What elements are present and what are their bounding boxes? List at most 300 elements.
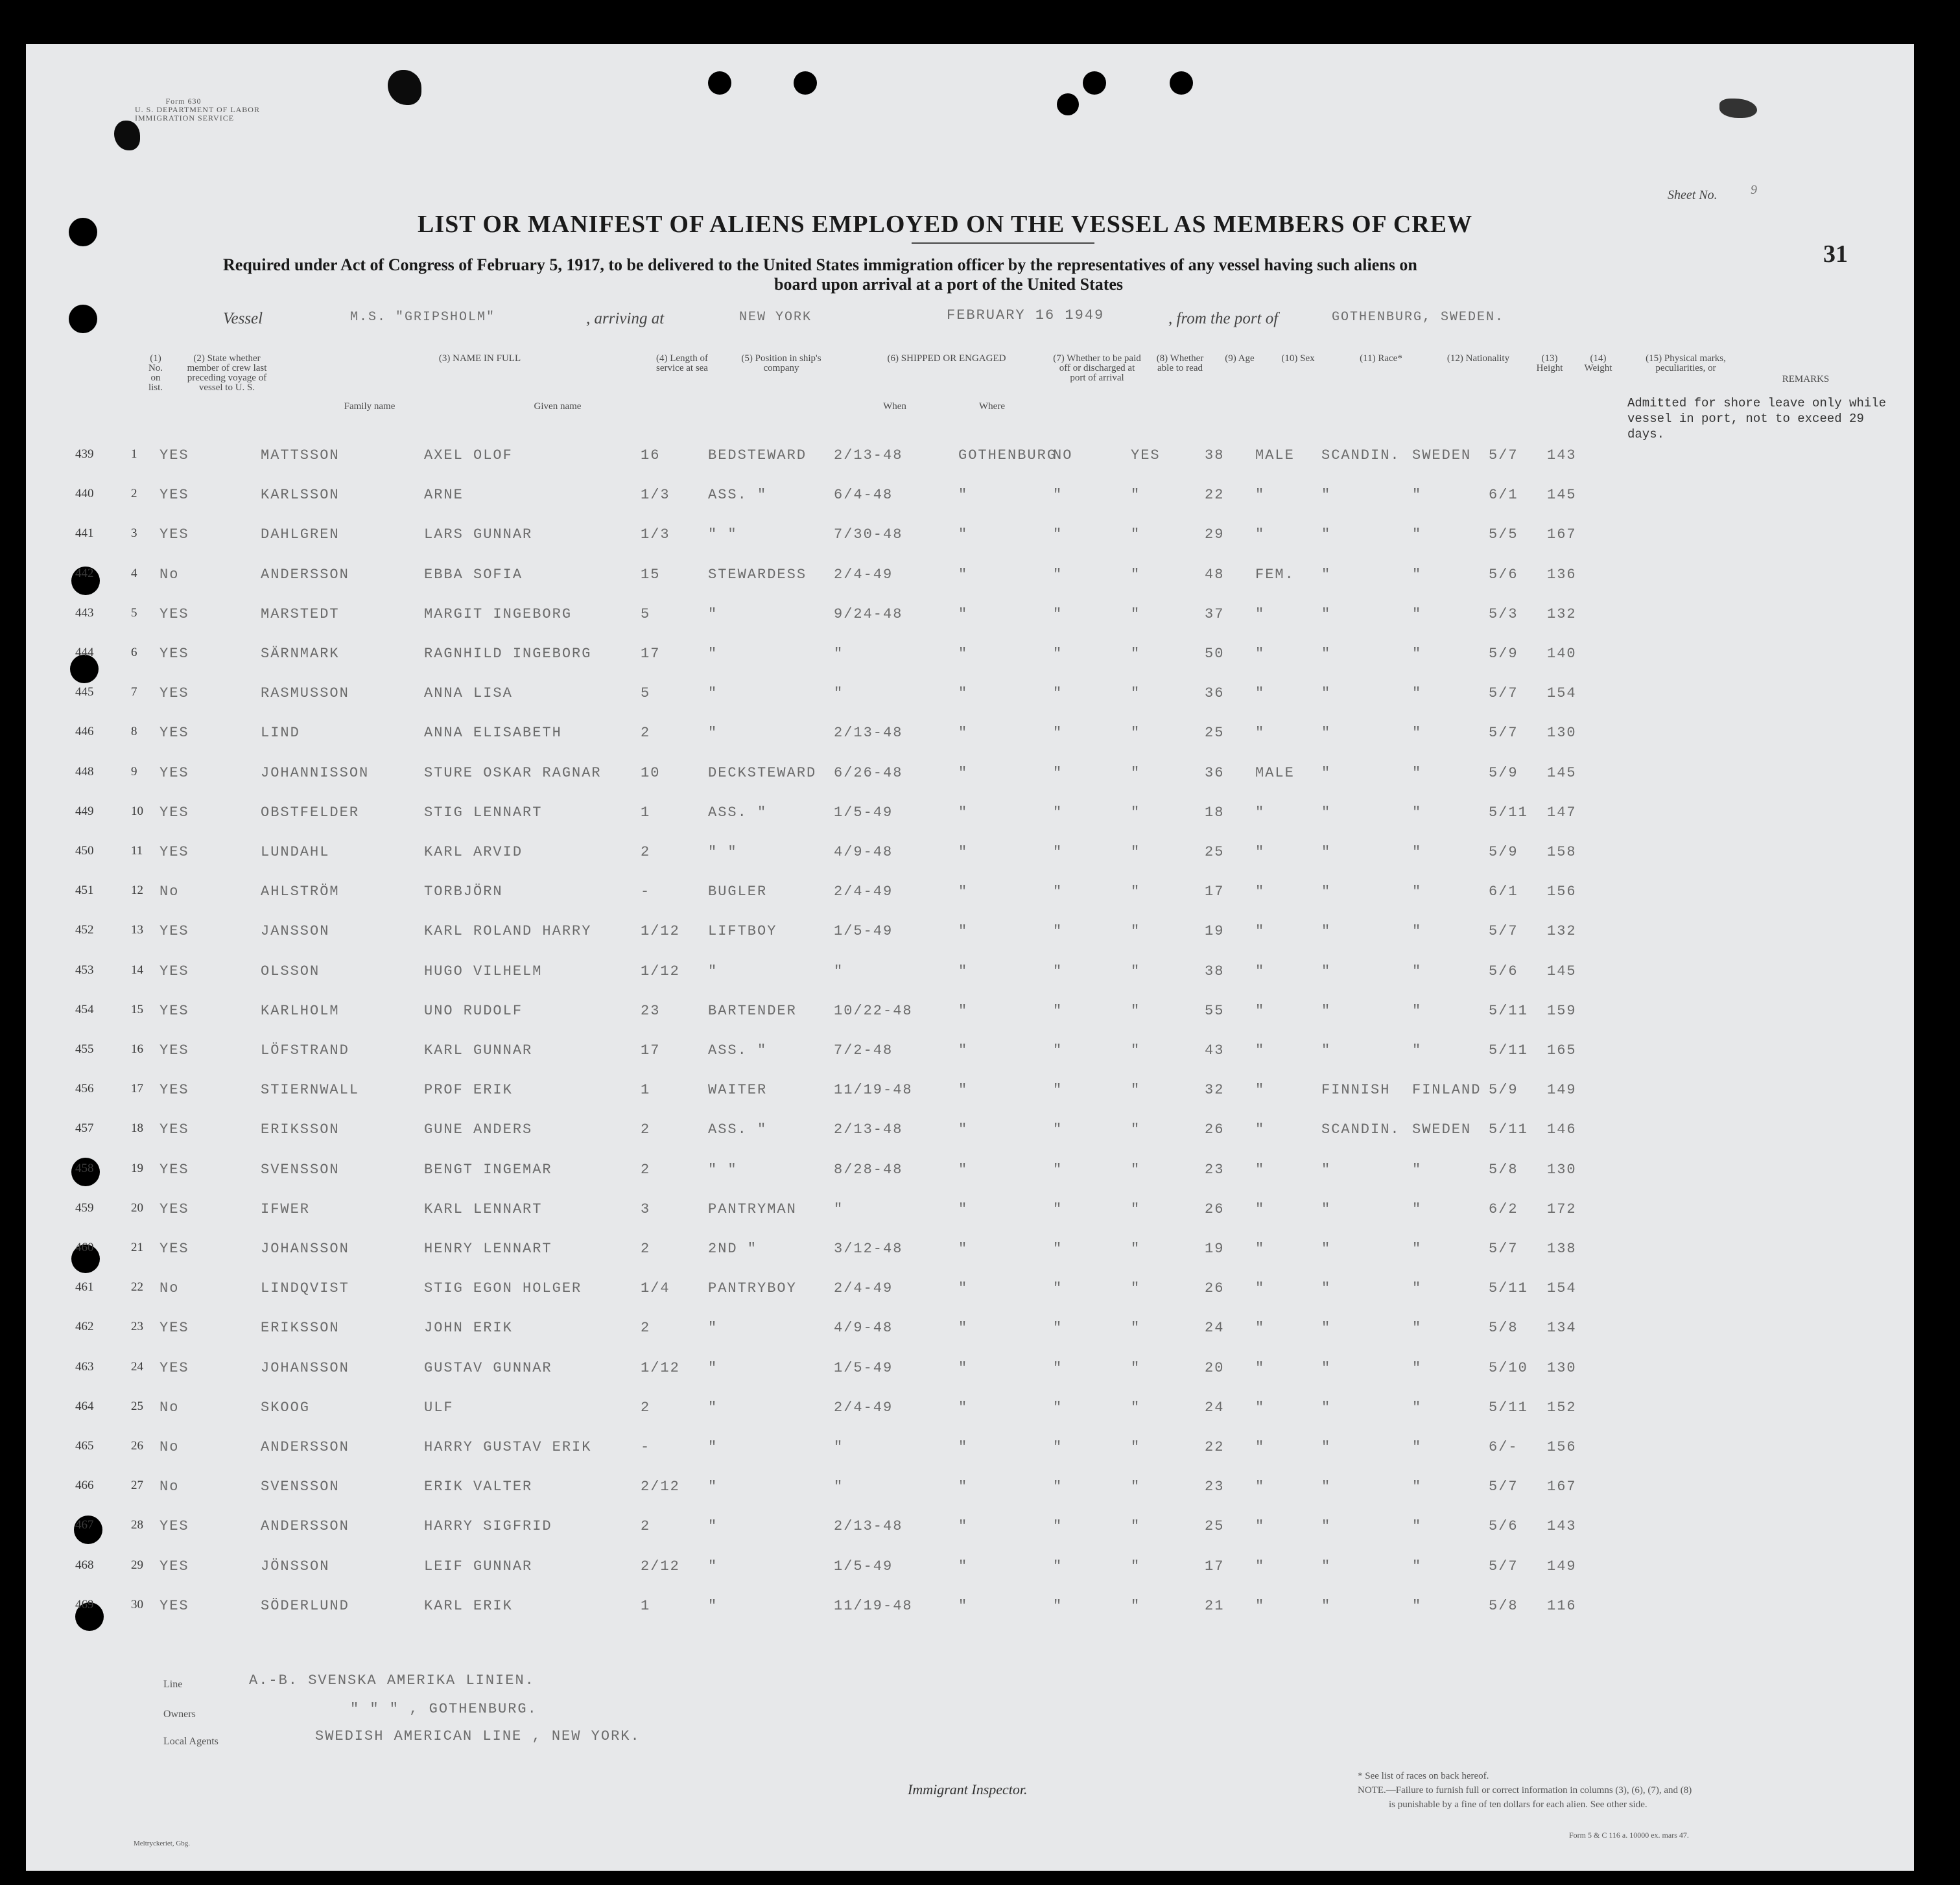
given-name-cell: JOHN ERIK xyxy=(424,1320,513,1337)
shipped-where-cell: " xyxy=(958,1558,969,1575)
length-of-service-cell: 17 xyxy=(641,1042,661,1059)
previous-voyage-cell: No xyxy=(159,1479,180,1495)
height-cell: 5/7 xyxy=(1489,725,1518,742)
shipped-where-cell: " xyxy=(958,646,969,662)
height-cell: 5/11 xyxy=(1489,1042,1528,1059)
able-to-read-cell: " xyxy=(1131,844,1141,860)
service-name: IMMIGRATION SERVICE xyxy=(135,113,235,123)
race-cell: " xyxy=(1321,566,1332,583)
arrival-date: FEBRUARY 16 1949 xyxy=(947,307,1105,323)
weight-cell: 138 xyxy=(1547,1241,1577,1257)
nationality-cell: " xyxy=(1412,923,1423,940)
length-of-service-cell: 15 xyxy=(641,566,661,583)
paid-off-cell: " xyxy=(1053,1042,1063,1059)
row-number-cell: 6 xyxy=(131,646,137,659)
sex-cell: " xyxy=(1255,1359,1266,1376)
able-to-read-cell: " xyxy=(1131,1200,1141,1217)
table-row xyxy=(0,1439,1960,1478)
shipped-when-cell: 8/28-48 xyxy=(834,1161,903,1178)
previous-voyage-cell: YES xyxy=(159,447,189,463)
list-number-cell: 458 xyxy=(75,1161,94,1175)
length-of-service-cell: 10 xyxy=(641,764,661,781)
race-cell: " xyxy=(1321,1320,1332,1337)
position-cell: " xyxy=(708,685,718,702)
shipped-where-cell: " xyxy=(958,1042,969,1059)
row-number-cell: 4 xyxy=(131,566,137,580)
age-cell: 21 xyxy=(1205,1597,1225,1614)
family-name-cell: ANDERSSON xyxy=(261,566,349,583)
list-number-cell: 465 xyxy=(75,1439,94,1453)
sex-cell: " xyxy=(1255,1479,1266,1495)
height-cell: 5/8 xyxy=(1489,1320,1518,1337)
position-cell: STEWARDESS xyxy=(708,566,807,583)
list-number-cell: 459 xyxy=(75,1200,94,1215)
previous-voyage-cell: YES xyxy=(159,844,189,860)
sex-cell: FEM. xyxy=(1255,566,1295,583)
previous-voyage-cell: YES xyxy=(159,526,189,543)
table-row xyxy=(0,725,1960,764)
weight-cell: 145 xyxy=(1547,487,1577,504)
previous-voyage-cell: No xyxy=(159,884,180,900)
given-name-cell: HENRY LENNART xyxy=(424,1241,552,1257)
paid-off-cell: " xyxy=(1053,566,1063,583)
weight-cell: 146 xyxy=(1547,1121,1577,1138)
height-cell: 5/7 xyxy=(1489,1558,1518,1575)
col-header-name: (3) NAME IN FULL xyxy=(438,353,521,364)
given-name-cell: KARL ARVID xyxy=(424,844,523,860)
list-number-cell: 442 xyxy=(75,566,94,580)
sex-cell: " xyxy=(1255,725,1266,742)
able-to-read-cell: " xyxy=(1131,1241,1141,1257)
age-cell: 22 xyxy=(1205,487,1225,504)
shipped-where-cell: " xyxy=(958,1479,969,1495)
length-of-service-cell: 1/4 xyxy=(641,1280,670,1297)
table-row xyxy=(0,567,1960,605)
previous-voyage-cell: YES xyxy=(159,1082,189,1099)
sex-cell: " xyxy=(1255,526,1266,543)
position-cell: ASS. " xyxy=(708,487,768,504)
age-cell: 17 xyxy=(1205,1558,1225,1575)
position-cell: ASS. " xyxy=(708,804,768,821)
sex-cell: " xyxy=(1255,1200,1266,1217)
punch-hole xyxy=(69,218,97,246)
height-cell: 5/8 xyxy=(1489,1597,1518,1614)
able-to-read-cell: YES xyxy=(1131,447,1161,463)
height-cell: 5/3 xyxy=(1489,605,1518,622)
punch-hole xyxy=(69,305,97,333)
shipped-when-cell: " xyxy=(834,646,844,662)
family-name-cell: IFWER xyxy=(261,1200,311,1217)
given-name-cell: STURE OSKAR RAGNAR xyxy=(424,764,602,781)
shipped-where-cell: " xyxy=(958,844,969,860)
list-number-cell: 463 xyxy=(75,1359,94,1374)
height-cell: 5/5 xyxy=(1489,526,1518,543)
row-number-cell: 5 xyxy=(131,605,137,620)
length-of-service-cell: 2 xyxy=(641,1399,651,1416)
position-cell: " xyxy=(708,1439,718,1455)
table-row xyxy=(0,1360,1960,1399)
sheet-number: 9 xyxy=(1751,183,1757,197)
height-cell: 5/11 xyxy=(1489,1121,1528,1138)
paid-off-cell: " xyxy=(1053,1200,1063,1217)
punch-hole xyxy=(1170,71,1193,95)
shipped-where-cell: " xyxy=(958,804,969,821)
age-cell: 19 xyxy=(1205,923,1225,940)
paid-off-cell: " xyxy=(1053,1161,1063,1178)
paid-off-cell: " xyxy=(1053,1359,1063,1376)
able-to-read-cell: " xyxy=(1131,963,1141,979)
arriving-label: , arriving at xyxy=(586,310,665,327)
list-number-cell: 461 xyxy=(75,1280,94,1294)
manifest-sheet xyxy=(26,44,1914,1871)
age-cell: 50 xyxy=(1205,646,1225,662)
page-title: LIST OR MANIFEST OF ALIENS EMPLOYED ON THE VESSEL AS MEMBERS OF CREW xyxy=(418,211,1473,238)
height-cell: 6/1 xyxy=(1489,487,1518,504)
age-cell: 43 xyxy=(1205,1042,1225,1059)
able-to-read-cell: " xyxy=(1131,566,1141,583)
family-name-cell: OLSSON xyxy=(261,963,320,979)
height-cell: 5/7 xyxy=(1489,447,1518,463)
list-number-cell: 448 xyxy=(75,764,94,779)
paid-off-cell: " xyxy=(1053,1082,1063,1099)
family-name-cell: LINDQVIST xyxy=(261,1280,349,1297)
shipped-where-cell: " xyxy=(958,1439,969,1455)
paid-off-cell: " xyxy=(1053,1241,1063,1257)
race-cell: " xyxy=(1321,1597,1332,1614)
nationality-cell: " xyxy=(1412,685,1423,702)
height-cell: 5/8 xyxy=(1489,1161,1518,1178)
paid-off-cell: " xyxy=(1053,1320,1063,1337)
able-to-read-cell: " xyxy=(1131,1558,1141,1575)
position-cell: " xyxy=(708,1597,718,1614)
weight-cell: 154 xyxy=(1547,1280,1577,1297)
given-name-cell: ULF xyxy=(424,1399,454,1416)
nationality-cell: " xyxy=(1412,1280,1423,1297)
paid-off-cell: " xyxy=(1053,923,1063,940)
position-cell: " xyxy=(708,963,718,979)
row-number-cell: 22 xyxy=(131,1280,143,1294)
position-cell: DECKSTEWARD xyxy=(708,764,817,781)
line-label: Line xyxy=(163,1679,183,1690)
shipped-where-cell: " xyxy=(958,923,969,940)
shipped-when-cell: 1/5-49 xyxy=(834,1558,893,1575)
given-name-cell: KARL ROLAND HARRY xyxy=(424,923,592,940)
row-number-cell: 2 xyxy=(131,487,137,501)
sex-cell: " xyxy=(1255,605,1266,622)
shipped-when-cell: " xyxy=(834,1479,844,1495)
departure-port: GOTHENBURG, SWEDEN. xyxy=(1332,310,1505,325)
previous-voyage-cell: YES xyxy=(159,1359,189,1376)
col-header-length-of-service: (4) Length of service at sea xyxy=(656,353,708,373)
shipped-when-cell: 6/26-48 xyxy=(834,764,903,781)
age-cell: 25 xyxy=(1205,844,1225,860)
sex-cell: " xyxy=(1255,844,1266,860)
previous-voyage-cell: YES xyxy=(159,1241,189,1257)
shipped-when-cell: 2/13-48 xyxy=(834,1518,903,1535)
nationality-cell: " xyxy=(1412,487,1423,504)
shipped-where-cell: " xyxy=(958,566,969,583)
position-cell: " xyxy=(708,605,718,622)
race-cell: " xyxy=(1321,963,1332,979)
nationality-cell: " xyxy=(1412,1161,1423,1178)
weight-cell: 132 xyxy=(1547,605,1577,622)
age-cell: 29 xyxy=(1205,526,1225,543)
given-name-cell: ARNE xyxy=(424,487,464,504)
shipped-when-cell: 2/13-48 xyxy=(834,447,903,463)
shipped-when-cell: 2/4-49 xyxy=(834,1399,893,1416)
list-number-cell: 455 xyxy=(75,1042,94,1056)
row-number-cell: 23 xyxy=(131,1320,143,1334)
table-row xyxy=(0,685,1960,724)
list-number-cell: 467 xyxy=(75,1518,94,1532)
position-cell: BARTENDER xyxy=(708,1002,797,1019)
row-number-cell: 19 xyxy=(131,1161,143,1175)
remarks-note: Admitted for shore leave only while vessel in port, not to exceed 29 days. xyxy=(1627,396,1887,441)
given-name-cell: EBBA SOFIA xyxy=(424,566,523,583)
shipped-where-cell: " xyxy=(958,1241,969,1257)
age-cell: 23 xyxy=(1205,1479,1225,1495)
row-number-cell: 26 xyxy=(131,1439,143,1453)
shipped-where-cell: " xyxy=(958,1320,969,1337)
position-cell: " xyxy=(708,646,718,662)
family-name-cell: MATTSSON xyxy=(261,447,340,463)
list-number-cell: 449 xyxy=(75,804,94,818)
given-name-cell: BENGT INGEMAR xyxy=(424,1161,552,1178)
list-number-cell: 454 xyxy=(75,1002,94,1016)
col-header-paid-off: (7) Whether to be paid off or discharged at port of arrival xyxy=(1053,353,1141,383)
row-number-cell: 13 xyxy=(131,923,143,937)
list-number-cell: 451 xyxy=(75,884,94,898)
race-cell: " xyxy=(1321,1399,1332,1416)
length-of-service-cell: 3 xyxy=(641,1200,651,1217)
age-cell: 20 xyxy=(1205,1359,1225,1376)
table-row xyxy=(0,923,1960,962)
race-cell: " xyxy=(1321,844,1332,860)
nationality-cell: " xyxy=(1412,963,1423,979)
given-name-cell: HARRY GUSTAV ERIK xyxy=(424,1439,592,1455)
weight-cell: 147 xyxy=(1547,804,1577,821)
sex-cell: " xyxy=(1255,1042,1266,1059)
family-name-cell: AHLSTRÖM xyxy=(261,884,340,900)
length-of-service-cell: 17 xyxy=(641,646,661,662)
shipped-where-cell: " xyxy=(958,1399,969,1416)
position-cell: 2ND " xyxy=(708,1241,758,1257)
shipped-when-cell: 9/24-48 xyxy=(834,605,903,622)
sex-cell: " xyxy=(1255,1082,1266,1099)
length-of-service-cell: 2 xyxy=(641,1241,651,1257)
sex-cell: " xyxy=(1255,1558,1266,1575)
able-to-read-cell: " xyxy=(1131,1121,1141,1138)
age-cell: 25 xyxy=(1205,725,1225,742)
previous-voyage-cell: YES xyxy=(159,1518,189,1535)
height-cell: 5/7 xyxy=(1489,685,1518,702)
previous-voyage-cell: YES xyxy=(159,804,189,821)
table-row xyxy=(0,1399,1960,1438)
shipped-when-cell: 7/2-48 xyxy=(834,1042,893,1059)
shipped-where-cell: " xyxy=(958,884,969,900)
list-number-cell: 452 xyxy=(75,923,94,937)
position-cell: BEDSTEWARD xyxy=(708,447,807,463)
col-header-weight: (14) Weight xyxy=(1584,353,1612,373)
shipped-when-cell: " xyxy=(834,963,844,979)
height-cell: 5/6 xyxy=(1489,1518,1518,1535)
age-cell: 23 xyxy=(1205,1161,1225,1178)
nationality-cell: " xyxy=(1412,1200,1423,1217)
family-name-cell: ANDERSSON xyxy=(261,1518,349,1535)
punch-hole xyxy=(1083,71,1106,95)
length-of-service-cell: 2 xyxy=(641,1320,651,1337)
list-number-cell: 464 xyxy=(75,1399,94,1413)
col-header-given-name: Given name xyxy=(534,401,582,412)
list-number-cell: 441 xyxy=(75,526,94,541)
sex-cell: " xyxy=(1255,1399,1266,1416)
family-name-cell: STIERNWALL xyxy=(261,1082,360,1099)
list-number-cell: 446 xyxy=(75,725,94,739)
able-to-read-cell: " xyxy=(1131,1597,1141,1614)
family-name-cell: MARSTEDT xyxy=(261,605,340,622)
family-name-cell: ERIKSSON xyxy=(261,1320,340,1337)
able-to-read-cell: " xyxy=(1131,804,1141,821)
position-cell: " xyxy=(708,1518,718,1535)
weight-cell: 159 xyxy=(1547,1002,1577,1019)
given-name-cell: HUGO VILHELM xyxy=(424,963,543,979)
nationality-cell: " xyxy=(1412,1479,1423,1495)
nationality-cell: " xyxy=(1412,884,1423,900)
col-header-remarks: REMARKS xyxy=(1782,374,1830,384)
table-row xyxy=(0,606,1960,645)
length-of-service-cell: - xyxy=(641,1439,651,1455)
sex-cell: " xyxy=(1255,1241,1266,1257)
sex-cell: " xyxy=(1255,1002,1266,1019)
paid-off-cell: " xyxy=(1053,1558,1063,1575)
punch-hole xyxy=(708,71,731,95)
shipped-when-cell: 11/19-48 xyxy=(834,1597,913,1614)
shipped-when-cell: 10/22-48 xyxy=(834,1002,913,1019)
previous-voyage-cell: YES xyxy=(159,963,189,979)
nationality-cell: " xyxy=(1412,526,1423,543)
page-number: 31 xyxy=(1823,240,1848,268)
weight-cell: 156 xyxy=(1547,1439,1577,1455)
able-to-read-cell: " xyxy=(1131,884,1141,900)
race-cell: " xyxy=(1321,884,1332,900)
table-row xyxy=(0,1162,1960,1200)
from-port-label: , from the port of xyxy=(1168,310,1279,327)
nationality-cell: " xyxy=(1412,1597,1423,1614)
nationality-cell: " xyxy=(1412,646,1423,662)
form-code: Form 5 & C 116 a. 10000 ex. mars 47. xyxy=(1569,1831,1689,1840)
given-name-cell: PROF ERIK xyxy=(424,1082,513,1099)
paid-off-cell: " xyxy=(1053,1518,1063,1535)
table-row xyxy=(0,1280,1960,1319)
weight-cell: 130 xyxy=(1547,725,1577,742)
able-to-read-cell: " xyxy=(1131,1042,1141,1059)
given-name-cell: MARGIT INGEBORG xyxy=(424,605,573,622)
paid-off-cell: NO xyxy=(1053,447,1073,463)
weight-cell: 130 xyxy=(1547,1359,1577,1376)
given-name-cell: LEIF GUNNAR xyxy=(424,1558,533,1575)
row-number-cell: 24 xyxy=(131,1359,143,1374)
position-cell: PANTRYMAN xyxy=(708,1200,797,1217)
family-name-cell: JÖNSSON xyxy=(261,1558,330,1575)
nationality-cell: " xyxy=(1412,1002,1423,1019)
family-name-cell: LUNDAHL xyxy=(261,844,330,860)
shipped-when-cell: 2/4-49 xyxy=(834,566,893,583)
row-number-cell: 14 xyxy=(131,963,143,977)
sex-cell: " xyxy=(1255,646,1266,662)
owners-value: " " " , GOTHENBURG. xyxy=(350,1701,537,1717)
able-to-read-cell: " xyxy=(1131,1439,1141,1455)
position-cell: " " xyxy=(708,1161,738,1178)
row-number-cell: 18 xyxy=(131,1121,143,1136)
list-number-cell: 460 xyxy=(75,1241,94,1254)
table-row xyxy=(0,844,1960,883)
nationality-cell: " xyxy=(1412,605,1423,622)
given-name-cell: STIG EGON HOLGER xyxy=(424,1280,582,1297)
able-to-read-cell: " xyxy=(1131,1161,1141,1178)
vessel-label: Vessel xyxy=(223,310,263,327)
position-cell: BUGLER xyxy=(708,884,768,900)
vessel-name: M.S. "GRIPSHOLM" xyxy=(350,310,496,325)
shipped-when-cell: 2/13-48 xyxy=(834,725,903,742)
sex-cell: " xyxy=(1255,1320,1266,1337)
age-cell: 26 xyxy=(1205,1280,1225,1297)
previous-voyage-cell: No xyxy=(159,566,180,583)
sex-cell: " xyxy=(1255,804,1266,821)
penalty-note-2: is punishable by a fine of ten dollars for each alien. See other side. xyxy=(1389,1799,1647,1810)
paid-off-cell: " xyxy=(1053,844,1063,860)
length-of-service-cell: 16 xyxy=(641,447,661,463)
race-cell: " xyxy=(1321,804,1332,821)
nationality-cell: " xyxy=(1412,844,1423,860)
shipped-when-cell: 4/9-48 xyxy=(834,844,893,860)
age-cell: 25 xyxy=(1205,1518,1225,1535)
shipped-where-cell: " xyxy=(958,605,969,622)
row-number-cell: 30 xyxy=(131,1597,143,1611)
age-cell: 18 xyxy=(1205,804,1225,821)
length-of-service-cell: 5 xyxy=(641,605,651,622)
paid-off-cell: " xyxy=(1053,1479,1063,1495)
shipped-where-cell: " xyxy=(958,1161,969,1178)
previous-voyage-cell: YES xyxy=(159,605,189,622)
row-number-cell: 28 xyxy=(131,1518,143,1532)
table-row xyxy=(0,1558,1960,1597)
age-cell: 24 xyxy=(1205,1320,1225,1337)
able-to-read-cell: " xyxy=(1131,526,1141,543)
length-of-service-cell: 1/12 xyxy=(641,963,680,979)
able-to-read-cell: " xyxy=(1131,764,1141,781)
family-name-cell: SÖDERLUND xyxy=(261,1597,349,1614)
weight-cell: 145 xyxy=(1547,963,1577,979)
race-cell: " xyxy=(1321,1359,1332,1376)
weight-cell: 156 xyxy=(1547,884,1577,900)
paid-off-cell: " xyxy=(1053,1597,1063,1614)
row-number-cell: 12 xyxy=(131,884,143,898)
col-header-nationality: (12) Nationality xyxy=(1446,353,1510,364)
given-name-cell: KARL GUNNAR xyxy=(424,1042,533,1059)
paid-off-cell: " xyxy=(1053,605,1063,622)
nationality-cell: " xyxy=(1412,1042,1423,1059)
sex-cell: " xyxy=(1255,923,1266,940)
age-cell: 26 xyxy=(1205,1121,1225,1138)
table-row xyxy=(0,884,1960,922)
inspector-label: Immigrant Inspector. xyxy=(908,1781,1028,1797)
able-to-read-cell: " xyxy=(1131,1280,1141,1297)
shipped-when-cell: " xyxy=(834,1200,844,1217)
height-cell: 5/9 xyxy=(1489,764,1518,781)
weight-cell: 167 xyxy=(1547,1479,1577,1495)
sex-cell: " xyxy=(1255,487,1266,504)
length-of-service-cell: 23 xyxy=(641,1002,661,1019)
